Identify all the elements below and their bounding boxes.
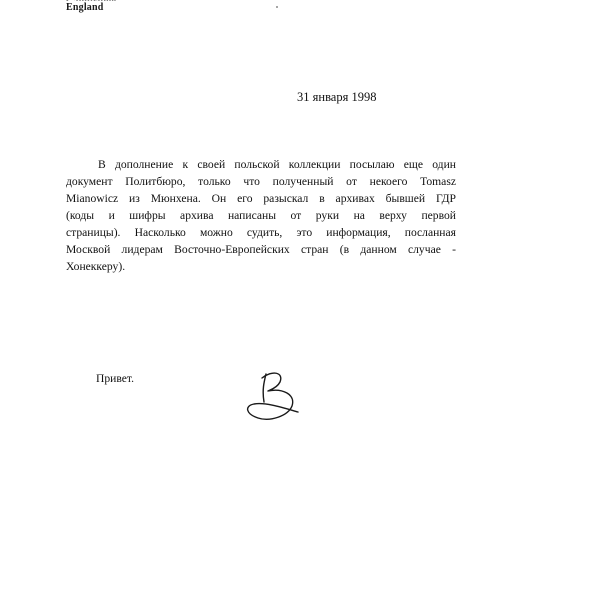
body-line: Mianowicz из Мюнхена. Он его разыскал в архивах бывшей ГДР	[66, 192, 456, 205]
letter-date: 31 января 1998	[297, 90, 377, 104]
letterhead	[66, 0, 116, 14]
letterhead-city-cut	[66, 0, 116, 1]
closing-greeting: Привет.	[96, 372, 135, 385]
body-line: Хонеккеру).	[66, 260, 126, 273]
letter-body	[66, 156, 456, 275]
signature-icon	[238, 368, 308, 428]
body-line: В дополнение к своей польской коллекции посылаю еще один	[98, 158, 456, 171]
body-line: документ Политбюро, только что полученный от некоего Tomasz	[66, 175, 456, 188]
scan-speck	[276, 6, 278, 8]
body-line: Москвой лидерам Восточно-Европейских стран (в данном случае -	[66, 243, 456, 256]
body-line: (коды и шифры архива написаны от руки на верху первой	[66, 209, 456, 222]
letterhead-country: England	[66, 2, 104, 13]
body-line: страницы). Насколько можно судить, это информация, посланная	[66, 226, 456, 239]
